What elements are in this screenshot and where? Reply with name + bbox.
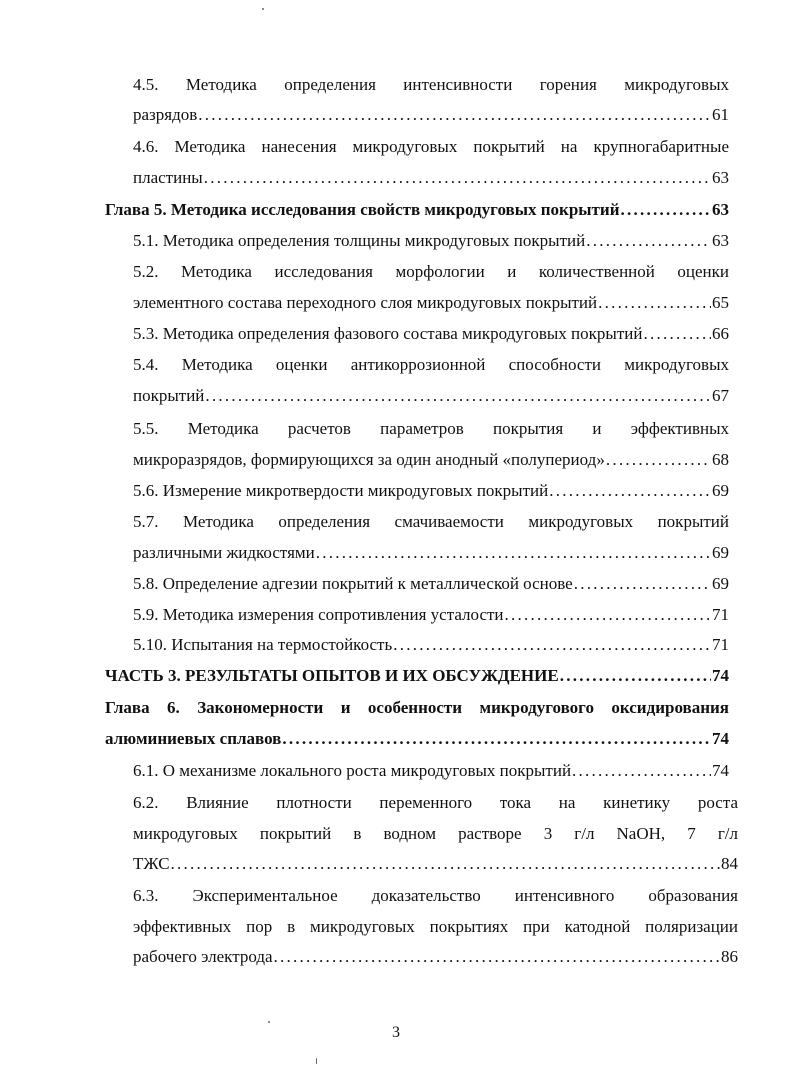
toc-entry-5-3-title: 5.3. Методика определения фазового состава микродуговых покрытий: [133, 324, 643, 343]
dot-leader: [316, 542, 711, 564]
toc-entry-5-4-line1: 5.4. Методика оценки антикоррозионной способности микродуговых: [133, 355, 729, 374]
dot-leader: [505, 604, 711, 626]
page-number: 3: [392, 1024, 400, 1041]
toc-entry-5-6-title: 5.6. Измерение микротвердости микродуговых покрытий: [133, 481, 549, 500]
dot-leader: [205, 385, 711, 407]
toc-page-number: 71: [712, 635, 729, 654]
toc-entry-5-4[interactable]: [133, 385, 729, 407]
toc-entry-5-6[interactable]: [133, 480, 729, 502]
toc-chapter-5[interactable]: [105, 199, 729, 221]
toc-page-number: 69: [712, 481, 729, 500]
toc-entry-4-5-line1: 4.5. Методика определения интенсивности горения микродуговых: [133, 75, 729, 94]
dot-leader: [549, 480, 711, 502]
toc-page-number: 69: [712, 543, 729, 562]
toc-page-number: 69: [712, 574, 729, 593]
toc-page-number: 63: [712, 168, 729, 187]
toc-entry-5-4-line2: покрытий: [133, 386, 205, 405]
toc-entry-5-7-line1: 5.7. Методика определения смачиваемости микродуговых покрытий: [133, 512, 729, 531]
toc-entry-5-7[interactable]: [133, 542, 729, 564]
dot-leader: [560, 665, 711, 687]
toc-page-number: 63: [712, 200, 729, 219]
toc-page-number: 71: [712, 605, 729, 624]
toc-page-number: 63: [712, 231, 729, 250]
toc-entry-4-5[interactable]: [133, 104, 729, 126]
toc-page-number: 61: [712, 105, 729, 124]
dot-leader: [606, 449, 711, 471]
toc-page-number: 86: [721, 947, 738, 966]
toc-entry-6-1-title: 6.1. О механизме локального роста микродуговых покрытий: [133, 761, 572, 780]
toc-entry-6-2-line2: микродуговых покрытий в водном растворе 3 г/л NaOH, 7 г/л: [133, 824, 738, 843]
toc-page-number: 68: [712, 450, 729, 469]
scan-speck: [262, 8, 264, 10]
toc-page-number: 67: [712, 386, 729, 405]
toc-entry-6-2-line3: ТЖС: [133, 854, 170, 873]
toc-entry-5-2[interactable]: [133, 292, 729, 314]
toc-part-3[interactable]: [105, 665, 729, 687]
dot-leader: [574, 573, 711, 595]
toc-entry-5-1[interactable]: [133, 230, 729, 252]
toc-entry-5-8[interactable]: [133, 573, 729, 595]
dot-leader: [598, 292, 711, 314]
toc-entry-5-2-line1: 5.2. Методика исследования морфологии и количественной оценки: [133, 262, 729, 281]
dot-leader: [282, 728, 711, 750]
scan-speck: [316, 1058, 317, 1064]
dot-leader: [572, 760, 711, 782]
dot-leader: [621, 199, 712, 221]
toc-entry-5-3[interactable]: [133, 323, 729, 345]
toc-entry-5-5[interactable]: [133, 449, 729, 471]
toc-entry-5-9-title: 5.9. Методика измерения сопротивления усталости: [133, 605, 504, 624]
toc-chapter-5-title: Глава 5. Методика исследования свойств микродуговых покрытий: [105, 200, 620, 219]
toc-entry-4-6-line2: пластины: [133, 168, 203, 187]
toc-entry-4-5-line2: разрядов: [133, 105, 198, 124]
toc-chapter-6[interactable]: [105, 728, 729, 750]
toc-chapter-6-line2: алюминиевых сплавов: [105, 729, 282, 748]
toc-page-number: 74: [712, 761, 729, 780]
toc-entry-6-3-line3: рабочего электрода: [133, 947, 273, 966]
toc-page-number: 84: [721, 854, 738, 873]
toc-entry-5-5-line2: микроразрядов, формирующихся за один анодный «полупериод»: [133, 450, 605, 469]
dot-leader: [586, 230, 711, 252]
toc-entry-5-10[interactable]: [133, 634, 729, 656]
dot-leader: [643, 323, 711, 345]
toc-entry-6-3-line1: 6.3. Экспериментальное доказательство интенсивного образования: [133, 886, 738, 905]
toc-page-number: 74: [712, 666, 729, 685]
toc-entry-6-3[interactable]: [133, 946, 738, 968]
toc-entry-4-6-line1: 4.6. Методика нанесения микродуговых покрытий на крупногабаритные: [133, 137, 729, 156]
toc-entry-5-8-title: 5.8. Определение адгезии покрытий к металлической основе: [133, 574, 573, 593]
toc-page-number: 65: [712, 293, 729, 312]
dot-leader: [274, 946, 720, 968]
toc-entry-5-1-title: 5.1. Методика определения толщины микродуговых покрытий: [133, 231, 586, 250]
toc-entry-5-2-line2: элементного состава переходного слоя микродуговых покрытий: [133, 293, 598, 312]
dot-leader: [204, 167, 711, 189]
toc-entry-6-1[interactable]: [133, 760, 729, 782]
toc-page-number: 74: [712, 729, 729, 748]
toc-part-3-title: ЧАСТЬ 3. РЕЗУЛЬТАТЫ ОПЫТОВ И ИХ ОБСУЖДЕНИЕ: [105, 666, 559, 685]
dot-leader: [171, 853, 720, 875]
toc-entry-5-10-title: 5.10. Испытания на термостойкость: [133, 635, 393, 654]
toc-chapter-6-line1: Глава 6. Закономерности и особенности микродугового оксидирования: [105, 698, 729, 717]
toc-entry-6-2-line1: 6.2. Влияние плотности переменного тока на кинетику роста: [133, 793, 738, 812]
toc-entry-4-6[interactable]: [133, 167, 729, 189]
toc-entry-5-7-line2: различными жидкостями: [133, 543, 315, 562]
scan-speck: [268, 1021, 270, 1023]
toc-page-number: 66: [712, 324, 729, 343]
toc-entry-5-5-line1: 5.5. Методика расчетов параметров покрытия и эффективных: [133, 419, 729, 438]
toc-entry-5-9[interactable]: [133, 604, 729, 626]
dot-leader: [393, 634, 711, 656]
toc-entry-6-2[interactable]: [133, 853, 738, 875]
toc-entry-6-3-line2: эффективных пор в микродуговых покрытиях при катодной поляризации: [133, 917, 738, 936]
dot-leader: [198, 104, 711, 126]
